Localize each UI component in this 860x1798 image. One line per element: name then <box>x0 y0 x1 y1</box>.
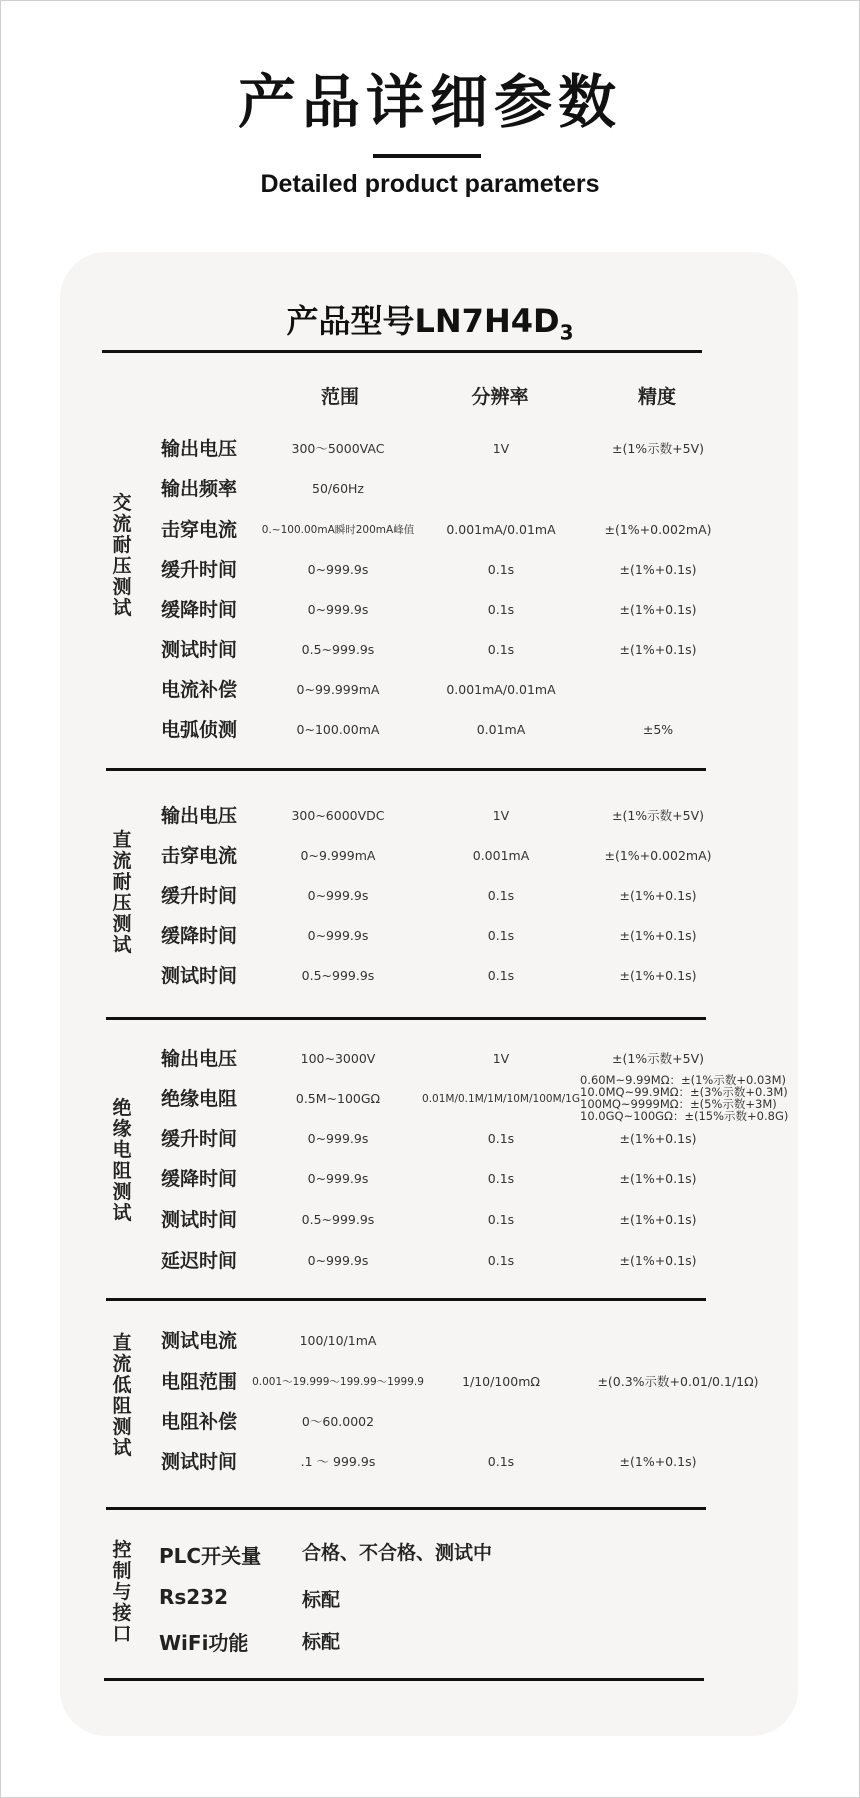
row-label: 缓升时间 <box>161 1128 238 1150</box>
row-resolution: 0.001mA <box>472 848 530 863</box>
row-range: 0.5~999.9s <box>301 1212 375 1227</box>
row-range: 0~999.9s <box>307 1131 369 1146</box>
row-accuracy: ±(1%+0.1s) <box>619 1454 697 1469</box>
row-accuracy: ±(1%+0.1s) <box>619 1171 697 1186</box>
row-range: 0~999.9s <box>307 1171 369 1186</box>
row-range: .1 ～ 999.9s <box>300 1454 376 1469</box>
row-label: 电阻补偿 <box>161 1411 238 1433</box>
row-resolution: 0.1s <box>487 642 515 657</box>
row-range: 0~100.00mA <box>296 722 380 737</box>
title-divider <box>373 154 481 158</box>
row-resolution: 0.01M/0.1M/1M/10M/100M/1G <box>422 1093 580 1105</box>
column-header-resolution: 分辨率 <box>471 386 529 408</box>
table-row <box>0 437 860 461</box>
table-row <box>0 1370 860 1394</box>
row-label: 绝缘电阻 <box>161 1088 238 1110</box>
row-label: 电弧侦测 <box>161 719 238 741</box>
row-label: 输出电压 <box>161 805 238 827</box>
table-row <box>0 1249 860 1273</box>
ir-accuracy-line: 0.60M~9.99MΩ：±(1%示数+0.03M) <box>580 1073 786 1087</box>
row-resolution: 0.1s <box>487 928 515 943</box>
control-label: WiFi功能 <box>159 1631 249 1655</box>
row-label: 测试时间 <box>161 1209 238 1231</box>
row-accuracy: ±(1%+0.002mA) <box>604 848 712 863</box>
row-accuracy: ±(1%+0.1s) <box>619 1253 697 1268</box>
model-title <box>0 296 860 344</box>
row-label: 击穿电流 <box>161 845 238 867</box>
row-label: 击穿电流 <box>161 519 238 541</box>
row-label: 输出频率 <box>161 478 238 500</box>
table-row <box>0 718 860 742</box>
table-row <box>0 1208 860 1232</box>
row-accuracy: ±(1%示数+5V) <box>611 808 705 823</box>
row-accuracy: ±(1%+0.1s) <box>619 562 697 577</box>
table-row <box>0 1127 860 1151</box>
row-resolution: 1V <box>492 441 510 456</box>
row-label: 缓降时间 <box>161 599 238 621</box>
table-row <box>0 844 860 868</box>
row-range: 0.5~999.9s <box>301 968 375 983</box>
table-row <box>0 1047 860 1071</box>
row-range: 0~9.999mA <box>300 848 376 863</box>
table-row <box>0 1167 860 1191</box>
row-label: 延迟时间 <box>161 1250 238 1272</box>
row-range: 0.5~999.9s <box>301 642 375 657</box>
table-row <box>0 518 860 542</box>
row-resolution: 1/10/100mΩ <box>462 1374 540 1389</box>
row-accuracy: ±(1%+0.1s) <box>619 1131 697 1146</box>
section-divider <box>106 1507 706 1510</box>
row-resolution: 0.001mA/0.01mA <box>446 522 556 537</box>
row-accuracy: ±(1%+0.1s) <box>619 1212 697 1227</box>
row-resolution: 1V <box>492 1051 510 1066</box>
page-subtitle: Detailed product parameters <box>260 170 600 198</box>
row-range: 300～5000VAC <box>291 441 385 456</box>
section-divider <box>106 1017 706 1020</box>
page-title: 产品详细参数 <box>237 68 622 136</box>
row-accuracy: ±(1%+0.1s) <box>619 642 697 657</box>
row-resolution: 0.1s <box>487 1454 515 1469</box>
row-resolution: 0.1s <box>487 602 515 617</box>
row-range: 0~99.999mA <box>296 682 380 697</box>
row-label: 输出电压 <box>161 438 238 460</box>
row-resolution: 0.1s <box>487 1253 515 1268</box>
row-resolution: 0.1s <box>487 1131 515 1146</box>
row-accuracy: ±(1%+0.1s) <box>619 968 697 983</box>
section-divider <box>106 768 706 771</box>
row-accuracy: ±(1%+0.1s) <box>619 928 697 943</box>
row-range: 0~999.9s <box>307 562 369 577</box>
row-accuracy: ±(1%+0.1s) <box>619 888 697 903</box>
row-label: 缓降时间 <box>161 925 238 947</box>
table-row <box>0 1329 860 1353</box>
row-label: 测试时间 <box>161 639 238 661</box>
row-label: 测试时间 <box>161 1451 238 1473</box>
row-range: 100/10/1mA <box>299 1333 377 1348</box>
row-range: 0~999.9s <box>307 888 369 903</box>
table-row <box>0 678 860 702</box>
row-range: 0~999.9s <box>307 928 369 943</box>
row-range: 0~999.9s <box>307 602 369 617</box>
row-resolution: 0.1s <box>487 1212 515 1227</box>
table-row <box>0 884 860 908</box>
top-rule <box>102 350 702 353</box>
section-title-lr: 直流低阻测试 <box>112 1332 132 1459</box>
table-row <box>0 558 860 582</box>
row-accuracy: ±(1%示数+5V) <box>611 441 705 456</box>
row-range: 50/60Hz <box>312 481 364 496</box>
table-row <box>0 964 860 988</box>
table-row <box>0 924 860 948</box>
row-resolution: 0.001mA/0.01mA <box>446 682 556 697</box>
control-value: 标配 <box>302 1631 341 1653</box>
ir-accuracy-line: 10.0GQ~100GΩ：±(15%示数+0.8G) <box>580 1109 789 1123</box>
row-accuracy: ±5% <box>642 722 674 737</box>
ir-accuracy-line: 10.0MQ~99.9MΩ：±(3%示数+0.3M) <box>580 1085 788 1099</box>
control-label: Rs232 <box>159 1585 229 1609</box>
row-range: 0.5M~100GΩ <box>295 1091 381 1106</box>
row-accuracy: ±(1%+0.1s) <box>619 602 697 617</box>
row-label: 电阻范围 <box>161 1371 238 1393</box>
ir-accuracy-line: 100MQ~9999MΩ：±(5%示数+3M) <box>580 1097 777 1111</box>
row-range: 0.001～19.999～199.99～1999.9 <box>252 1376 424 1388</box>
model-subscript: 3 <box>559 320 574 345</box>
table-row <box>0 598 860 622</box>
row-accuracy: ±(1%+0.002mA) <box>604 522 712 537</box>
row-range: 100~3000V <box>300 1051 376 1066</box>
control-value: 标配 <box>302 1589 341 1611</box>
model-name: 产品型号LN7H4D <box>286 302 560 340</box>
row-label: 电流补偿 <box>161 679 238 701</box>
section-title-ir: 绝缘电阻测试 <box>112 1097 132 1224</box>
row-label: 测试时间 <box>161 965 238 987</box>
section-divider <box>106 1298 706 1301</box>
row-range: 0.~100.00mA瞬时200mA峰值 <box>261 524 415 536</box>
table-row <box>0 1450 860 1474</box>
row-range: 0～60.0002 <box>301 1414 375 1429</box>
row-resolution: 1V <box>492 808 510 823</box>
row-resolution: 0.1s <box>487 888 515 903</box>
row-accuracy: ±(0.3%示数+0.01/0.1/1Ω) <box>597 1374 759 1389</box>
table-row <box>0 1410 860 1434</box>
table-row <box>0 638 860 662</box>
row-accuracy: ±(1%示数+5V) <box>611 1051 705 1066</box>
row-resolution: 0.01mA <box>476 722 526 737</box>
row-label: 测试电流 <box>161 1330 238 1352</box>
section-title-ctl: 控制与接口 <box>112 1539 132 1645</box>
row-resolution: 0.1s <box>487 1171 515 1186</box>
control-label: PLC开关量 <box>159 1544 262 1568</box>
column-header-range: 范围 <box>320 386 359 408</box>
ir-accuracy-list <box>580 1074 788 1122</box>
control-value: 合格、不合格、测试中 <box>302 1542 493 1564</box>
bottom-rule <box>104 1678 704 1681</box>
row-label: 输出电压 <box>161 1048 238 1070</box>
row-resolution: 0.1s <box>487 968 515 983</box>
row-label: 缓升时间 <box>161 559 238 581</box>
row-range: 300~6000VDC <box>291 808 385 823</box>
spec-card <box>60 252 798 1736</box>
section-title-dc: 直流耐压测试 <box>112 829 132 956</box>
table-row <box>0 804 860 828</box>
section-title-ac: 交流耐压测试 <box>112 492 132 619</box>
row-label: 缓升时间 <box>161 885 238 907</box>
table-row <box>0 477 860 501</box>
column-header-accuracy: 精度 <box>637 386 676 408</box>
row-label: 缓降时间 <box>161 1168 238 1190</box>
row-range: 0~999.9s <box>307 1253 369 1268</box>
row-resolution: 0.1s <box>487 562 515 577</box>
